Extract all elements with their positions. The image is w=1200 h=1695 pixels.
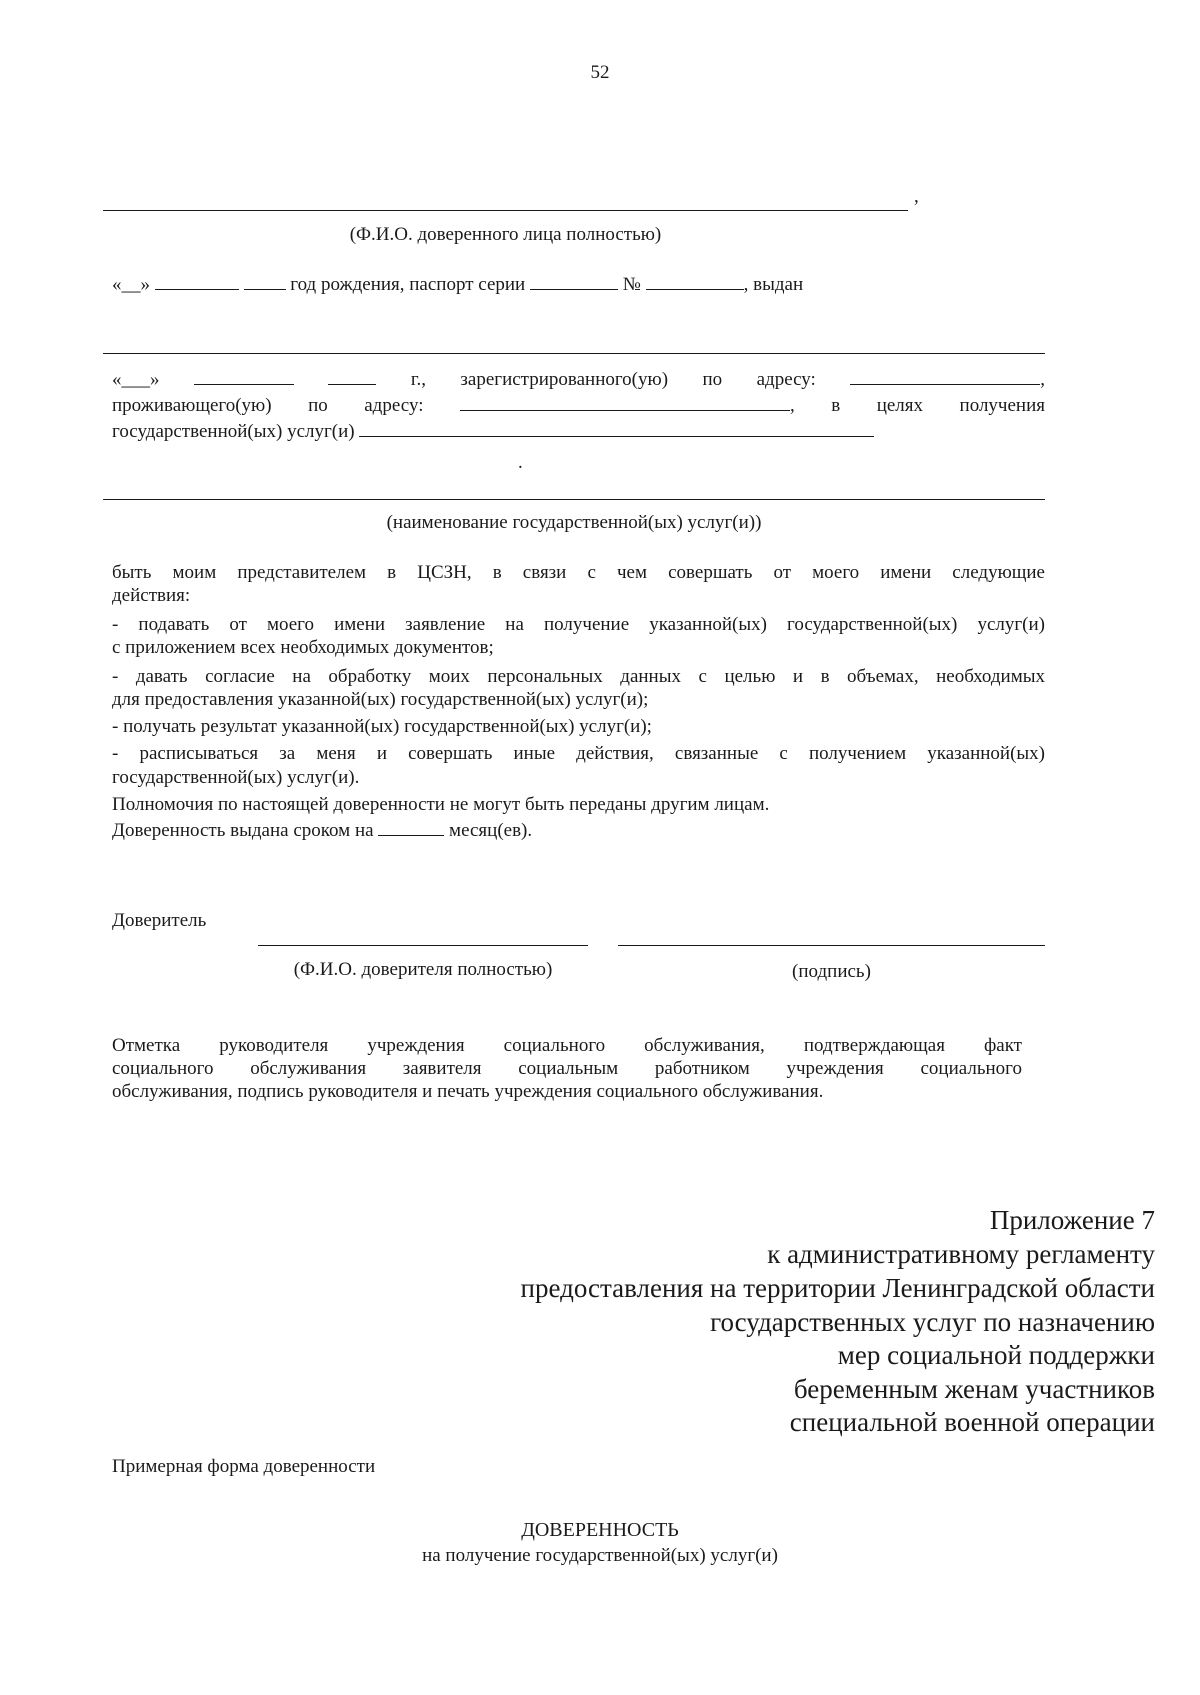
principal-signature-line [618,945,1045,946]
term-months-field [378,819,444,836]
body-line-4: с приложением всех необходимых документов; [112,637,494,658]
obtaining-word: получения [959,395,1045,416]
services-label: государственной(ых) услуг(и) [112,421,355,442]
issue-date-quote: «___» [112,369,160,390]
principal-signature-caption: (подпись) [792,961,871,982]
registered-address-field [850,369,1045,390]
note-line-2: социального обслуживания заявителя социальным работником учреждения социального [112,1058,1022,1079]
registered-word: зарегистрированного(ую) [460,369,669,390]
appendix-line-1: Приложение 7 [989,1205,1155,1235]
in-word: в [831,395,841,416]
passport-series-field [530,273,618,290]
body-line-8: - расписываться за меня и совершать иные действия, связанные с получением указанной(ых) [112,743,1045,764]
residing-address-blank [460,394,790,411]
birth-year-field [244,273,286,290]
birth-month-field [155,273,239,290]
body-line-10: Полномочия по настоящей доверенности не могут быть переданы другим лицам. [112,794,770,815]
registration-line [112,368,1045,391]
at-word: по [702,369,723,390]
stray-dot: . [518,452,523,473]
trustee-name-line [103,210,908,211]
issued-by-line [103,353,1045,354]
passport-number-field [646,273,744,290]
address-word: адресу: [756,369,816,390]
residence-line [112,394,1045,417]
body-line-1: быть моим представителем в ЦСЗН, в связи с чем совершать от моего имени следующие [112,562,1045,583]
number-sign: № [622,274,641,295]
note-line-3: обслуживания, подпись руководителя и печать учреждения социального обслуживания. [112,1081,824,1102]
principal-name-caption: (Ф.И.О. доверителя полностью) [293,959,553,980]
issued-label: , выдан [743,274,804,295]
note-line-1: Отметка руководителя учреждения социального обслуживания, подтверждающая факт [112,1035,1022,1056]
issue-year-field [328,368,376,385]
services-field [359,420,874,437]
doc-subtitle: на получение государственной(ых) услуг(и) [422,1545,778,1566]
body-line-3: - подавать от моего имени заявление на получение указанной(ых) государственной(ых) услуг(и) [112,614,1045,635]
appendix-line-4: государственных услуг по назначению [710,1307,1155,1337]
body-line-7: - получать результат указанной(ых) государственной(ых) услуг(и); [112,716,652,737]
appendix-line-3: предоставления на территории Ленинградской области [520,1273,1155,1303]
term-label: Доверенность выдана сроком на [112,820,374,841]
residing-address-comma: , [789,395,795,416]
body-line-11 [112,819,532,842]
purpose-word: целях [876,395,924,416]
principal-label: Доверитель [112,910,207,931]
registered-address-comma: , [1040,369,1045,390]
residing-word: проживающего(ую) [112,395,272,416]
appendix-line-5: мер социальной поддержки [837,1340,1155,1370]
services-line [112,420,874,443]
appendix-line-7: специальной военной операции [789,1407,1155,1437]
trailing-comma: , [914,186,919,207]
residing-address-word: адресу: [364,395,424,416]
body-line-5: - давать согласие на обработку моих персональных данных с целью и в объемах, необходимых [112,666,1045,687]
trustee-birth-line [112,273,803,296]
service-name-caption: (наименование государственной(ых) услуг(и)) [386,512,762,533]
page-number: 52 [590,62,610,83]
appendix-line-6: беременным женам участников [793,1374,1155,1404]
body-line-9: государственной(ых) услуг(и). [112,767,360,788]
residing-at-word: по [308,395,328,416]
service-name-line [103,499,1045,500]
issue-month-field [194,368,294,385]
body-line-2: действия: [112,585,191,606]
form-label: Примерная форма доверенности [112,1456,376,1477]
body-line-6: для предоставления указанной(ых) государственной(ых) услуг(и); [112,689,649,710]
birth-day-quote: «__» [112,274,150,295]
registered-address-blank [850,368,1040,385]
birth-passport-label: год рождения, паспорт серии [290,274,526,295]
principal-name-line [258,945,588,946]
appendix-line-2: к административному регламенту [767,1239,1155,1269]
term-unit: месяц(ев). [449,820,533,841]
trustee-name-caption: (Ф.И.О. доверенного лица полностью) [349,224,662,245]
doc-title: ДОВЕРЕННОСТЬ [521,1519,679,1541]
year-abbr: г., [410,369,426,390]
residing-address-field [460,395,795,416]
